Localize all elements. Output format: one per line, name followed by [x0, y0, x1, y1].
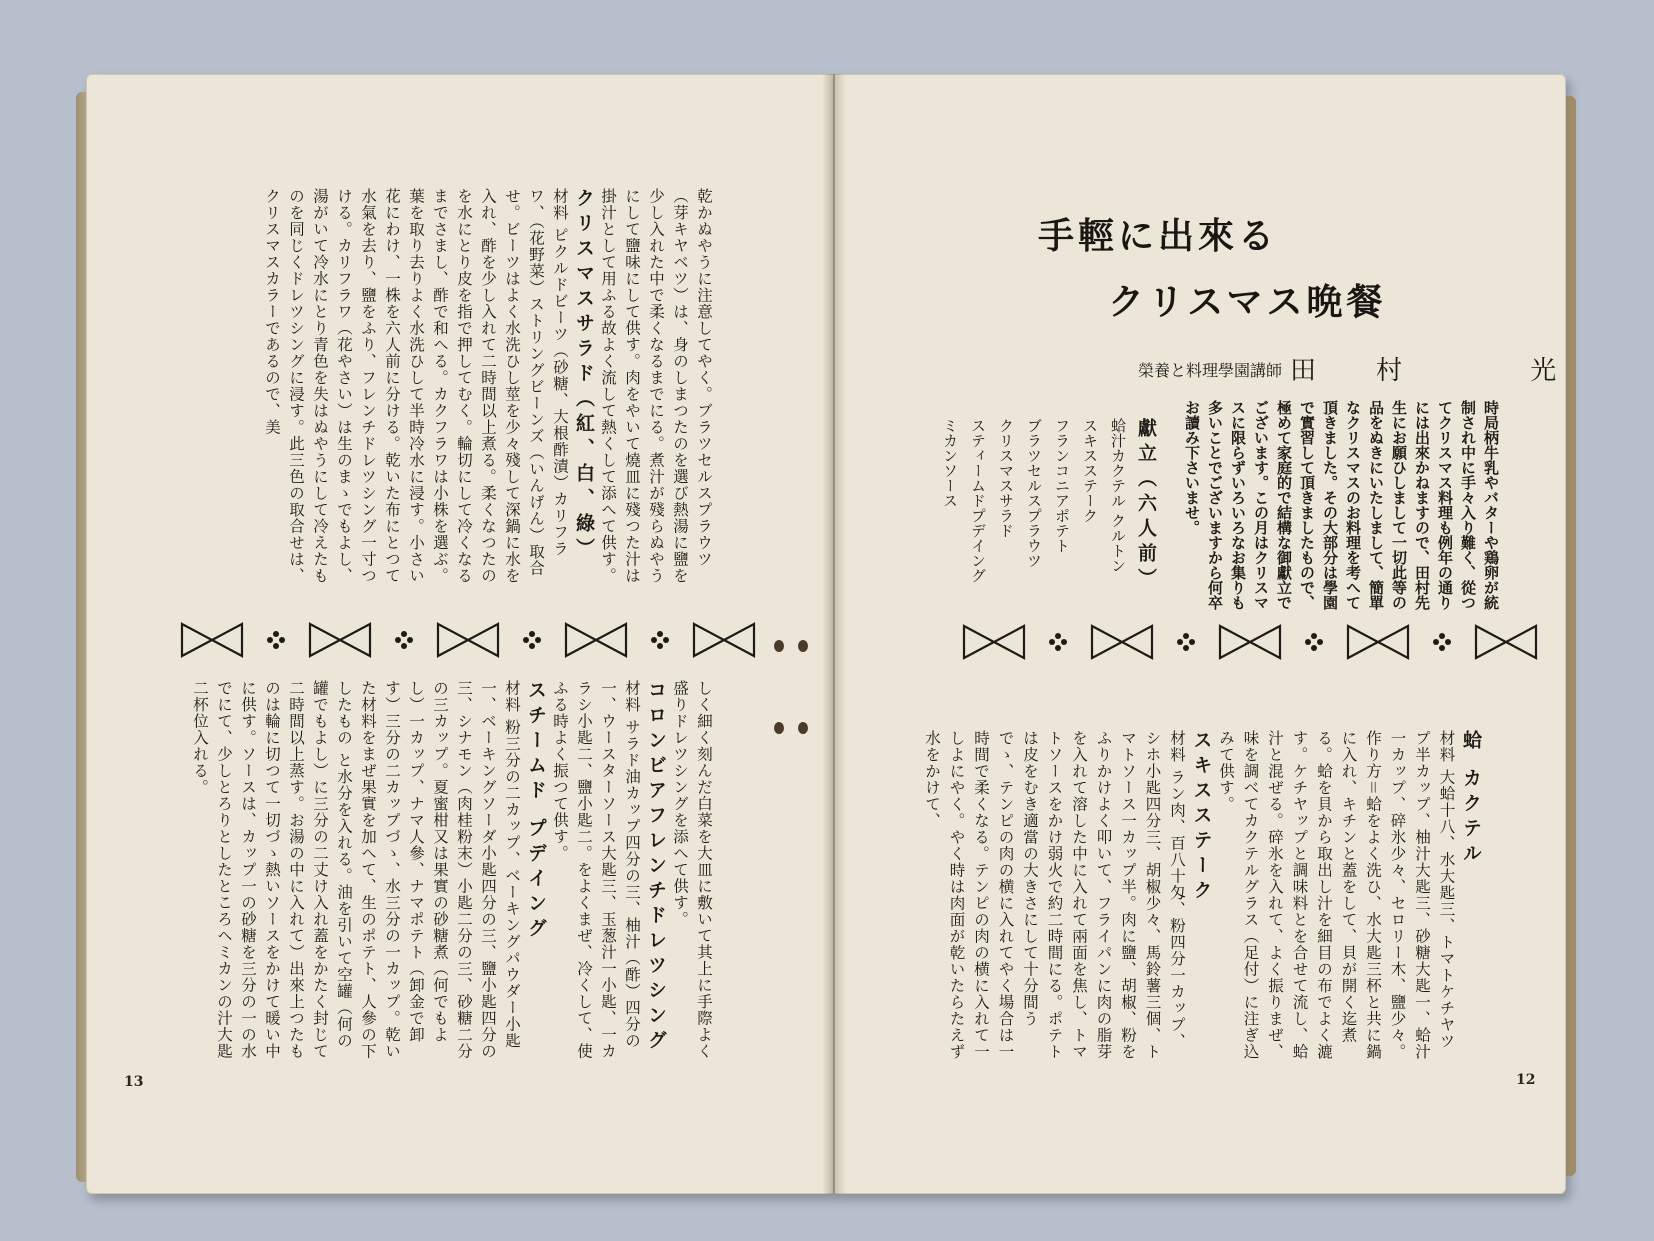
- author-name: 田村 光: [1290, 356, 1617, 386]
- clover-ornament-icon: [394, 630, 414, 650]
- menu-item: スティームドプデイング: [969, 418, 987, 583]
- menu-item: ブラツセルスプラウツ: [1025, 418, 1043, 568]
- recipe-heading-clam-cocktail: 蛤 カクテル: [1460, 730, 1482, 868]
- clover-ornament-icon: [1304, 632, 1324, 652]
- right-lower-text: [923, 730, 1483, 1061]
- bowtie-ornament-icon: [308, 620, 372, 660]
- bowtie-ornament-icon: [962, 622, 1026, 662]
- recipe-heading-steak: スキスステーク: [1190, 730, 1213, 905]
- menu-item: スキスステーク: [1081, 418, 1099, 523]
- recipe-heading-dressing: コロンビアフレンチドレツシング: [645, 680, 667, 1055]
- clover-ornament-icon: [266, 630, 286, 650]
- left-lower-text: [168, 680, 716, 1060]
- recipe-body-salad-end: しく細く刻んだ白菜を大皿に敷いて其上に手際よく盛りドレツシングを添へて供す。: [671, 680, 713, 1060]
- recipe-body-salad: 材料 ピクルドビーツ（砂糖、大根酢漬）カリフラワ、（花野菜）ストリングビーンズ（いんげん）取合せ。ビーツはよく水洗ひし莖を少々殘して深鍋に水を入れ、酢を少し入れて二時間以上煮る。柔くなつたのを水にとり皮を指で押してむく。輪切にして冷くなるまでさまし、酢で和へる。カクフラワは小株を選ぶ。葉を取り去りよく水洗ひして半時冷水に浸す。小さい花にわけ、一株を六人前に分ける。乾いた布にとつて水氣を去り、鹽をふり、フレンチドレツシング一寸つける。カリフラワ（花やさい）は生のまゝでもよし、湯がいて冷水にとり青色を失はぬやうにして冷えたものを同じくドレツシングに浸す。此三色の取合せは、クリスマスカラーであるので、美: [263, 188, 569, 584]
- menu-heading: 獻立（六人前）: [1135, 418, 1157, 593]
- author-affiliation: 榮養と料理學園講師: [1138, 361, 1283, 380]
- recipe-heading-salad: クリスマスサラド（紅、白、綠）: [573, 188, 595, 563]
- article-intro: 時局柄牛乳やバターや鶏卵が統制され中に手々入り難く、從つてクリスマス料理も例年の通りには出來かねますので、田村先生にお願ひしまして一切此等の品をぬきにいたしまして、簡單なクリスマスのお料理を考へて頂きました。その大部分は學園で實習して頂きましたもので、極めて家庭的で結構な御獻立でございます。この月はクリスマスに限らずいろいろなお集りも多いことでございますから何卒お讀み下さいませ。: [1183, 400, 1500, 610]
- bowtie-ornament-icon: [564, 620, 628, 660]
- bowtie-ornament-icon: [1218, 622, 1282, 662]
- menu-list: [941, 418, 1160, 598]
- book-spine: [822, 74, 846, 1194]
- clover-ornament-icon: [1176, 632, 1196, 652]
- binding-hole: [798, 640, 808, 652]
- ornament-row-right: [962, 622, 1538, 662]
- binding-hole: [798, 722, 808, 734]
- recipe-body-dressing: 材料 サラド油カップ四分の三、柚汁（酢）四分の一、ウースターソース大匙三、玉葱汁一小匙、一カラシ小匙二、鹽小匙二。をよくまぜ、冷くして、使ふる時よく振つて供す。: [551, 680, 641, 1060]
- recipe-body-sprouts: 乾かぬやうに注意してやく。ブラツセルスプラウツ（芽キヤベツ）は、身のしまつたのを選び熱湯に鹽を少し入れた中で柔くなるまでにる。煮汁が殘らぬやうにして鹽味にして供す。肉をやいて燒皿に殘つた汁は掛汁として用ふる故よく流して熱くして添へて供す。: [599, 188, 713, 584]
- bowtie-ornament-icon: [1474, 622, 1538, 662]
- recipe-heading-pudding: スチームド プデイング: [525, 680, 547, 943]
- bowtie-ornament-icon: [1090, 622, 1154, 662]
- menu-item: フランコニアポテト: [1053, 418, 1071, 553]
- menu-item: 蛤汁カクテル クルトン: [1109, 418, 1127, 573]
- left-upper-text: [168, 188, 716, 588]
- menu-item: ミカンソース: [941, 418, 959, 508]
- recipe-body-clam-cocktail: 材料 大蛤十八、水大匙三、トマトケチヤツプ半カップ、柚汁大匙三、砂糖大匙一、蛤汁一カップ、碎氷少々、セロリー木、鹽少々。作り方＝蛤をよく洗ひ、水大匙三杯と共に鍋に入れ、キチンと蓋をして、貝が開く迄煮る。蛤を貝から取出し汁を細目の布でよく漉す。ケチヤップと調味料とを合せて流し、蛤汁と混ぜる。碎氷を入れて、よく振りまぜ、味を調べてカクテルグラス（足付）に注ぎ込みて供す。: [1217, 730, 1456, 1061]
- clover-ornament-icon: [1048, 632, 1068, 652]
- clover-ornament-icon: [522, 630, 542, 650]
- binding-hole: [774, 722, 784, 734]
- binding-hole: [774, 640, 784, 652]
- article-title-line1: 手輕に出來る: [1038, 215, 1279, 257]
- recipe-body-steak: 材料 ラン肉、百八十匁、粉四分一カップ、シホ小匙四分三、胡椒少々、馬鈴薯三個、トマトソース一カップ半。肉に鹽、胡椒、粉をふりかけよく叩いて、フライパンに肉の脂芽を入れて溶した中に入れて兩面を焦し、トマトソースをかけ弱火で約二時間にる。ポテトは皮をむき適當の大きさにして十分間うでゝ、テンピの肉の横に入れてやく場合は一時間で柔くなる。テンピの肉の横に入れて一しよにやく。やく時は肉面が乾いたらたえず水をかけて、: [923, 730, 1186, 1060]
- bowtie-ornament-icon: [436, 620, 500, 660]
- clover-ornament-icon: [1432, 632, 1452, 652]
- recipe-body-pudding: 材料 粉三分の二カップ、ベーキングパウダー小匙一、ベーキングソーダ小匙四分の三、鹽小匙四分の三、シナモン（肉桂粉末）小匙二分の三、砂糖二分の三カップ。夏蜜柑又は果實の砂糖煮（何でもよし）一カップ、ナマ人參、ナマポテト（卸金で卸す）三分の二カップづゝ、水三分の一カップ。乾いた材料をまぜ果實を加へて、生のポテト、人參の下したもの と水分を入れる。油を引いて空罐（何の罐でもよし）に三分の二丈け入れ蓋をかたく封じて二時間以上蒸す。お湯の中に入れて）出來上つたものは輪に切つて一切づゝ熱いソースをかけて暖い中に供す。ソースは、カップ一の砂糖を三分の一の水でにて、少しとろりとしたところヘミカンの汁大匙二杯位入れる。: [191, 680, 521, 1060]
- ornament-row-left: [180, 620, 756, 660]
- menu-item: クリスマスサラド: [997, 418, 1015, 538]
- article-title-line2: クリスマス晩餐: [1108, 281, 1387, 323]
- page-number-left: 13: [124, 1074, 144, 1090]
- bowtie-ornament-icon: [1346, 622, 1410, 662]
- bowtie-ornament-icon: [180, 620, 244, 660]
- page-number-right: 12: [1516, 1072, 1536, 1088]
- clover-ornament-icon: [650, 630, 670, 650]
- bowtie-ornament-icon: [692, 620, 756, 660]
